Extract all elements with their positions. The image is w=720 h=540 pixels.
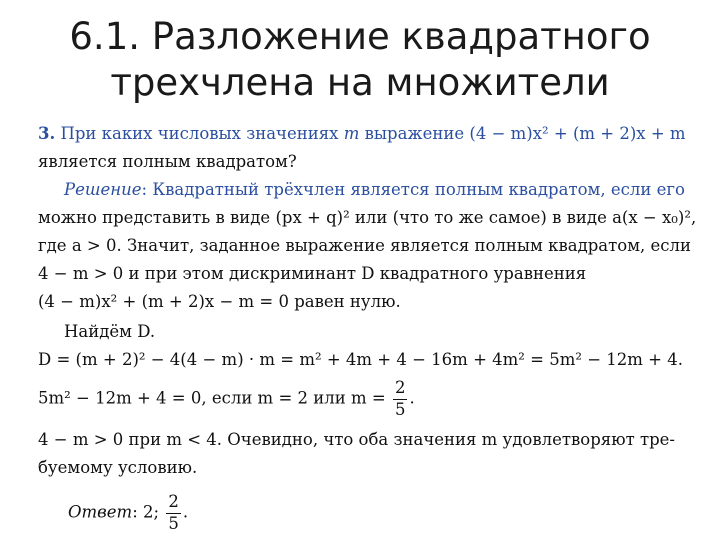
answer-value: 2; [143, 502, 160, 522]
solution-line-5: (4 − m)x² + (m + 2)x − m = 0 равен нулю. [38, 292, 401, 311]
solution-line-6: Найдём D. [64, 322, 156, 341]
problem-var-m: m [343, 124, 360, 143]
problem-expression: (4 − m)x² + (m + 2)x + m [469, 124, 686, 143]
solution-line-9: 4 − m > 0 при m < 4. Очевидно, что оба значения m удовлетворяют тре- [38, 430, 675, 449]
answer-fraction-numerator: 2 [168, 492, 179, 511]
title-line-1: 6.1. Разложение квадратного [69, 15, 651, 58]
slide-title [0, 14, 720, 106]
answer-fraction [166, 494, 181, 532]
fraction-numerator: 2 [394, 378, 406, 397]
title-line-2: трехчлена на множители [110, 61, 610, 104]
solution-line-2: можно представить в виде (px + q)² или (что то же самое) в виде a(x − x₀)², [38, 208, 697, 227]
problem-text-b: выражение [364, 124, 465, 143]
answer-line: Ответ: 2; $\frac{2}{5}$ . [68, 492, 189, 533]
solution-text-8: 5m² − 12m + 4 = 0, если m = 2 или m = [38, 388, 386, 408]
solution-line-4: 4 − m > 0 и при этом дискриминант D квадратного уравнения [38, 264, 587, 283]
solution-line-3: где a > 0. Значит, заданное выражение является полным квадратом, если [38, 236, 691, 255]
solution-text-1: Квадратный трёхчлен является полным квадратом, если его [152, 180, 685, 199]
answer-fraction-denominator: 5 [168, 513, 179, 533]
problem-text-a: При каких числовых значениях [60, 124, 339, 143]
solution-line-8: 5m² − 12m + 4 = 0, если m = 2 или m = $\frac{2}{5}$ . [38, 378, 415, 419]
solution-line-1: Решение: Квадратный трёхчлен является полным квадратом, если его [64, 180, 685, 199]
answer-label: Ответ [68, 502, 133, 522]
problem-line-1 [38, 124, 686, 143]
solution-label: Решение [64, 180, 142, 199]
problem-line-2: является полным квадратом? [38, 152, 297, 171]
problem-number: 3. [38, 124, 56, 143]
solution-fraction [393, 380, 408, 418]
fraction-denominator: 5 [394, 399, 406, 419]
solution-line-10: буемому условию. [38, 458, 198, 477]
solution-line-7: D = (m + 2)² − 4(4 − m) · m = m² + 4m + 4 − 16m + 4m² = 5m² − 12m + 4. [38, 350, 683, 369]
